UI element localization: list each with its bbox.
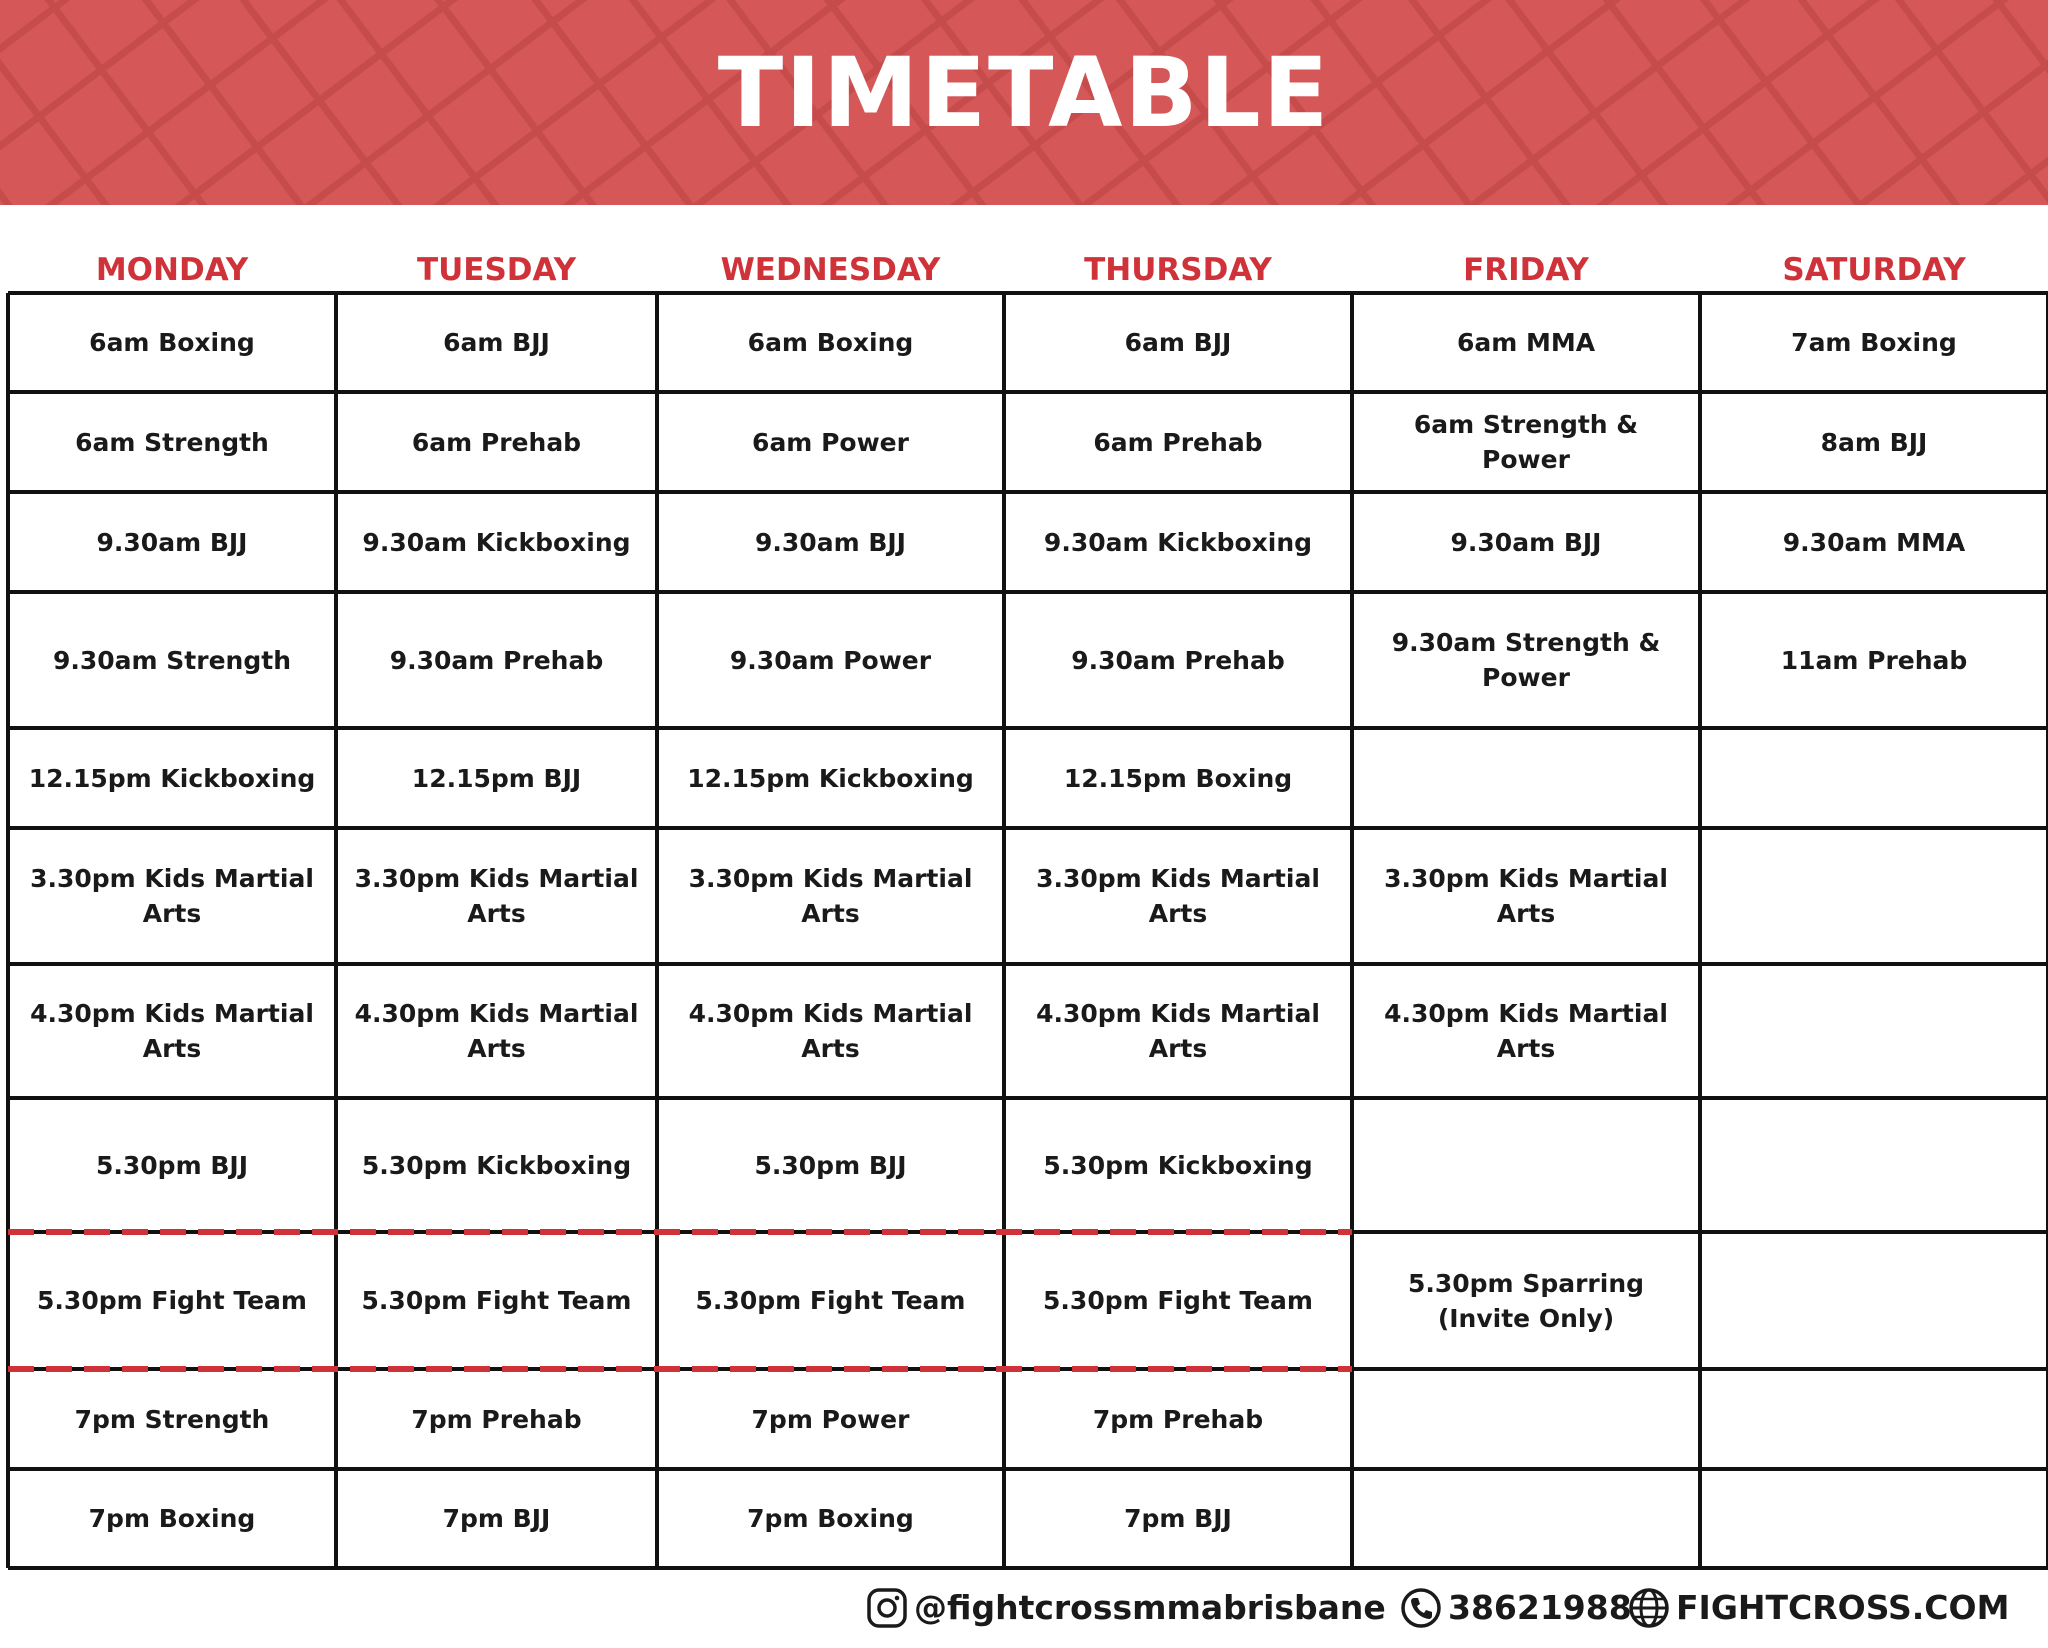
phone-number[interactable] (1400, 1578, 1632, 1638)
class-cell-saturday-7 (1700, 964, 2048, 1098)
class-cell-monday-8: 5.30pm BJJ (96, 1150, 248, 1180)
class-cell-thursday-7: 4.30pm Kids Martial Arts (1036, 999, 1320, 1063)
class-cell-thursday-1: 6am BJJ (1124, 328, 1232, 357)
class-cell-friday-11 (1352, 1469, 1700, 1568)
class-cell-monday-7: 4.30pm Kids Martial Arts (30, 999, 314, 1063)
class-cell-thursday-6: 3.30pm Kids Martial Arts (1036, 864, 1320, 928)
class-cell-saturday-11 (1700, 1469, 2048, 1568)
day-headings (8, 248, 2048, 292)
class-cell-wednesday-9: 5.30pm Fight Team (695, 1286, 966, 1315)
class-cell-wednesday-4: 9.30am Power (729, 645, 932, 675)
class-cell-tuesday-2: 6am Prehab (411, 427, 582, 457)
class-cell-tuesday-7: 4.30pm Kids Martial Arts (354, 999, 639, 1063)
class-cell-monday-5: 12.15pm Kickboxing (28, 763, 316, 793)
page-title: TIMETABLE (717, 37, 1331, 149)
class-cell-thursday-11: 7pm BJJ (1124, 1504, 1232, 1533)
class-cell-tuesday-9: 5.30pm Fight Team (361, 1286, 632, 1315)
class-cell-friday-10 (1352, 1369, 1700, 1469)
instagram-icon (866, 1587, 908, 1629)
class-cell-friday-1: 6am MMA (1456, 328, 1596, 357)
class-cell-friday-5 (1352, 728, 1700, 828)
class-cell-wednesday-2: 6am Power (752, 427, 909, 457)
class-cell-tuesday-1: 6am BJJ (443, 328, 550, 357)
class-cell-saturday-10 (1700, 1369, 2048, 1469)
class-cell-thursday-9: 5.30pm Fight Team (1043, 1286, 1313, 1315)
website-text: FIGHTCROSS.COM (1676, 1588, 2010, 1627)
instagram-handle-text: @fightcrossmmabrisbane (914, 1588, 1386, 1627)
class-cell-wednesday-11: 7pm Boxing (747, 1504, 914, 1533)
class-cell-tuesday-5: 12.15pm BJJ (411, 763, 582, 793)
globe-icon (1628, 1587, 1670, 1629)
class-cell-saturday-3: 9.30am MMA (1782, 527, 1966, 557)
class-cell-monday-11: 7pm Boxing (88, 1504, 256, 1533)
day-heading-monday: MONDAY (95, 252, 249, 288)
phone-icon (1400, 1587, 1442, 1629)
class-cell-thursday-3: 9.30am Kickboxing (1043, 527, 1313, 557)
class-cell-tuesday-3: 9.30am Kickboxing (362, 527, 631, 557)
phone-number-text: 38621988 (1448, 1588, 1632, 1627)
class-cell-monday-6: 3.30pm Kids Martial Arts (30, 864, 314, 928)
class-cell-wednesday-7: 4.30pm Kids Martial Arts (688, 999, 973, 1063)
class-cell-thursday-10: 7pm Prehab (1092, 1404, 1264, 1434)
day-heading-thursday: THURSDAY (1084, 252, 1272, 288)
class-cell-wednesday-6: 3.30pm Kids Martial Arts (688, 864, 973, 928)
header-banner (0, 0, 2048, 205)
class-cell-friday-4: 9.30am Strength & Power (1391, 628, 1661, 692)
class-cell-friday-6: 3.30pm Kids Martial Arts (1384, 864, 1668, 928)
class-cell-friday-3: 9.30am BJJ (1450, 527, 1602, 557)
class-cell-tuesday-4: 9.30am Prehab (389, 645, 604, 675)
class-cell-monday-1: 6am Boxing (89, 328, 255, 357)
class-cell-saturday-4: 11am Prehab (1780, 645, 1968, 675)
class-cell-saturday-9 (1700, 1232, 2048, 1369)
day-heading-saturday: SATURDAY (1782, 252, 1966, 288)
class-cell-thursday-2: 6am Prehab (1093, 427, 1263, 457)
instagram-handle[interactable] (866, 1578, 1386, 1638)
class-cell-monday-10: 7pm Strength (74, 1404, 270, 1434)
class-cell-saturday-8 (1700, 1098, 2048, 1232)
class-cell-tuesday-8: 5.30pm Kickboxing (361, 1150, 632, 1180)
class-cell-thursday-8: 5.30pm Kickboxing (1043, 1150, 1313, 1180)
class-cell-friday-7: 4.30pm Kids Martial Arts (1384, 999, 1668, 1063)
website-link[interactable] (1628, 1578, 2009, 1638)
class-cell-friday-9: 5.30pm Sparring (Invite Only) (1407, 1268, 1645, 1333)
class-cell-monday-3: 9.30am BJJ (96, 527, 248, 557)
class-cell-friday-2: 6am Strength & Power (1413, 410, 1639, 474)
class-cell-thursday-4: 9.30am Prehab (1071, 645, 1285, 675)
class-cell-monday-4: 9.30am Strength (53, 645, 291, 675)
class-cell-saturday-1: 7am Boxing (1791, 328, 1957, 357)
class-cell-saturday-5 (1700, 728, 2048, 828)
class-cell-wednesday-8: 5.30pm BJJ (754, 1150, 907, 1180)
class-cell-wednesday-1: 6am Boxing (747, 328, 914, 357)
class-cell-wednesday-10: 7pm Power (751, 1404, 910, 1434)
class-cell-monday-9: 5.30pm Fight Team (37, 1286, 307, 1315)
class-cell-saturday-2: 8am BJJ (1820, 427, 1928, 457)
class-cell-wednesday-3: 9.30am BJJ (755, 527, 906, 557)
day-heading-friday: FRIDAY (1463, 252, 1589, 288)
class-cell-friday-8 (1352, 1098, 1700, 1232)
class-cell-tuesday-10: 7pm Prehab (411, 1404, 582, 1434)
class-cell-wednesday-5: 12.15pm Kickboxing (687, 763, 974, 793)
class-cell-tuesday-11: 7pm BJJ (442, 1504, 551, 1533)
class-cell-monday-2: 6am Strength (75, 427, 269, 457)
day-heading-tuesday: TUESDAY (416, 252, 577, 288)
class-cell-thursday-5: 12.15pm Boxing (1063, 763, 1293, 793)
day-heading-wednesday: WEDNESDAY (720, 252, 941, 288)
class-cell-saturday-6 (1700, 828, 2048, 964)
class-cell-tuesday-6: 3.30pm Kids Martial Arts (354, 864, 639, 928)
